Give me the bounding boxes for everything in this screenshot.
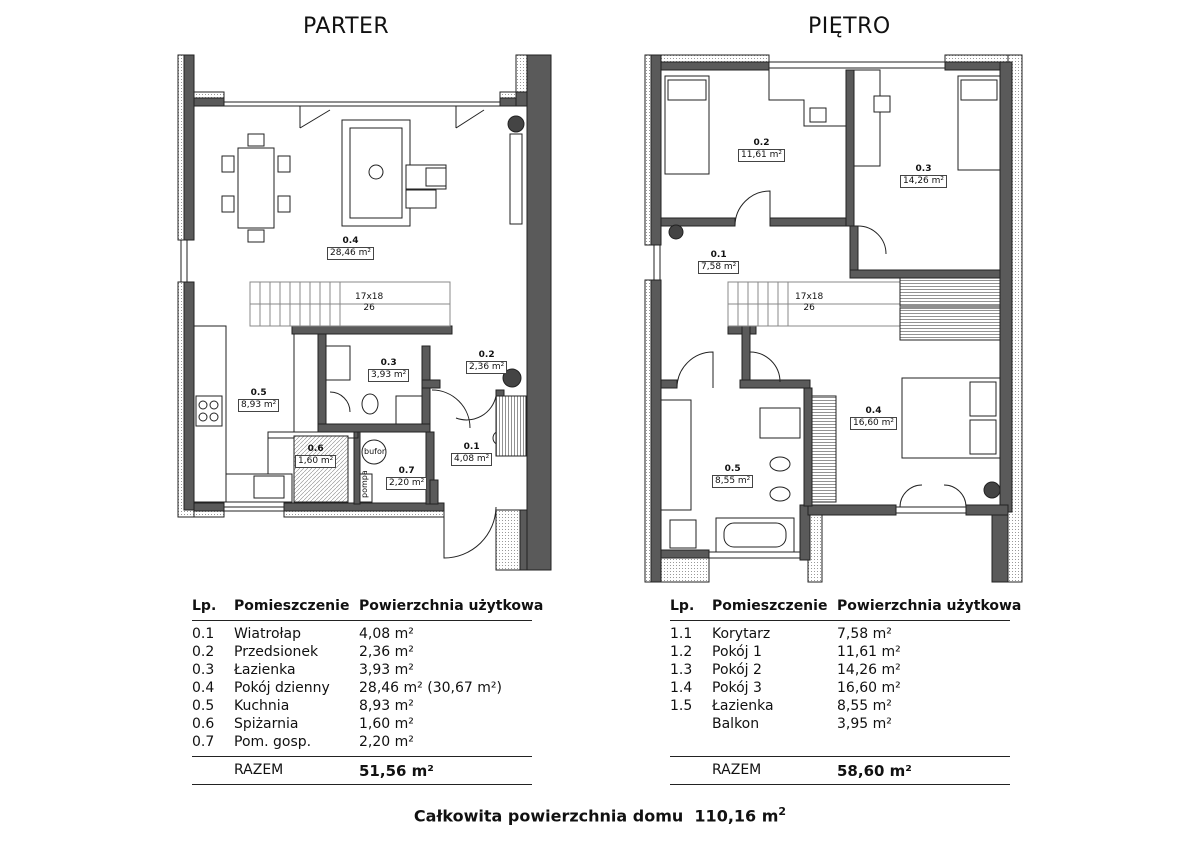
cell-room: Pom. gosp. [234, 734, 312, 750]
room-area: 4,08 m² [451, 453, 492, 466]
cell-room: Spiżarnia [234, 716, 299, 732]
stairs-count: 26 [363, 303, 375, 313]
pompa-label: pompa [360, 470, 369, 498]
total-value: 58,60 m² [837, 762, 912, 780]
ground-floor-title: PARTER [303, 14, 390, 39]
cell-area: 28,46 m² (30,67 m²) [359, 680, 502, 696]
cell-area: 11,61 m² [837, 644, 901, 660]
stairs-dims: 17x18 [355, 292, 384, 302]
total-value: 51,56 m² [359, 762, 434, 780]
cell-room: Łazienka [234, 662, 296, 678]
room-label [238, 388, 279, 412]
cell-lp: 1.4 [670, 680, 693, 696]
cell-area: 2,36 m² [359, 644, 414, 660]
cell-lp: 1.3 [670, 662, 693, 678]
cell-area: 3,95 m² [837, 716, 892, 732]
room-number: 0.3 [915, 164, 932, 174]
upper-stairs-label [795, 292, 823, 314]
total-label: RAZEM [712, 762, 762, 778]
cell-room: Balkon [712, 716, 760, 732]
room-label [327, 236, 374, 260]
room-label [850, 406, 897, 430]
grand-total-value: 110,16 m [694, 806, 779, 826]
cell-room: Pokój 2 [712, 662, 762, 678]
table-divider [670, 784, 1010, 785]
bufor-label: bufor [364, 447, 386, 456]
stairs-count: 26 [803, 303, 815, 313]
cell-lp: 1.1 [670, 626, 693, 642]
grand-total-unit-exponent: 2 [778, 805, 787, 818]
room-label [386, 466, 427, 490]
room-label [295, 444, 336, 468]
upper-floor-title: PIĘTRO [808, 14, 891, 39]
room-number: 0.2 [478, 350, 495, 360]
cell-area: 8,93 m² [359, 698, 414, 714]
total-label: RAZEM [234, 762, 284, 778]
header-lp: Lp. [670, 598, 695, 614]
room-number: 0.5 [724, 464, 741, 474]
header-room: Pomieszczenie [234, 598, 350, 614]
room-number: 0.2 [753, 138, 770, 148]
room-label [738, 138, 785, 162]
cell-lp: 0.4 [192, 680, 215, 696]
room-number: 0.7 [398, 466, 415, 476]
upper-area-table [670, 598, 1030, 788]
header-area: Powierzchnia użytkowa [359, 598, 544, 614]
room-number: 0.5 [250, 388, 267, 398]
room-number: 0.1 [710, 250, 727, 260]
cell-room: Pokój 1 [712, 644, 762, 660]
room-area: 16,60 m² [850, 417, 897, 430]
table-divider [192, 756, 532, 757]
room-area: 14,26 m² [900, 175, 947, 188]
cell-lp: 0.6 [192, 716, 215, 732]
grand-total-label: Całkowita powierzchnia domu [413, 806, 684, 826]
room-label [698, 250, 739, 274]
cell-area: 4,08 m² [359, 626, 414, 642]
ground-area-table [192, 598, 552, 788]
header-area: Powierzchnia użytkowa [837, 598, 1022, 614]
room-label [712, 464, 753, 488]
cell-room: Przedsionek [234, 644, 319, 660]
cell-room: Korytarz [712, 626, 771, 642]
table-divider [192, 784, 532, 785]
room-number: 0.3 [380, 358, 397, 368]
room-area: 1,60 m² [295, 455, 336, 468]
cell-area: 1,60 m² [359, 716, 414, 732]
cell-area: 16,60 m² [837, 680, 901, 696]
room-number: 0.4 [342, 236, 359, 246]
cell-room: Pokój dzienny [234, 680, 330, 696]
cell-lp: 1.5 [670, 698, 693, 714]
cell-room: Wiatrołap [234, 626, 301, 642]
room-label [451, 442, 492, 466]
room-area: 2,36 m² [466, 361, 507, 374]
room-area: 28,46 m² [327, 247, 374, 260]
room-label [466, 350, 507, 374]
cell-lp: 0.5 [192, 698, 215, 714]
grand-total [0, 805, 1200, 825]
cell-lp: 0.1 [192, 626, 215, 642]
table-divider [192, 620, 532, 621]
cell-lp: 0.2 [192, 644, 215, 660]
cell-area: 14,26 m² [837, 662, 901, 678]
header-room: Pomieszczenie [712, 598, 828, 614]
room-area: 7,58 m² [698, 261, 739, 274]
cell-lp: 0.7 [192, 734, 215, 750]
cell-lp: 0.3 [192, 662, 215, 678]
cell-area: 2,20 m² [359, 734, 414, 750]
header-lp: Lp. [192, 598, 217, 614]
cell-lp: 1.2 [670, 644, 693, 660]
cell-area: 8,55 m² [837, 698, 892, 714]
stairs-dims: 17x18 [795, 292, 824, 302]
room-area: 3,93 m² [368, 369, 409, 382]
cell-area: 3,93 m² [359, 662, 414, 678]
room-label [900, 164, 947, 188]
cell-room: Łazienka [712, 698, 774, 714]
cell-area: 7,58 m² [837, 626, 892, 642]
room-area: 11,61 m² [738, 149, 785, 162]
room-number: 0.1 [463, 442, 480, 452]
table-divider [670, 756, 1010, 757]
upper-floor-plan [645, 55, 1022, 582]
cell-room: Pokój 3 [712, 680, 762, 696]
room-label [368, 358, 409, 382]
room-area: 8,93 m² [238, 399, 279, 412]
table-divider [670, 620, 1010, 621]
room-number: 0.4 [865, 406, 882, 416]
ground-stairs [250, 282, 450, 326]
room-number: 0.6 [307, 444, 324, 454]
cell-room: Kuchnia [234, 698, 290, 714]
room-area: 8,55 m² [712, 475, 753, 488]
ground-stairs-label [355, 292, 383, 314]
room-area: 2,20 m² [386, 477, 427, 490]
